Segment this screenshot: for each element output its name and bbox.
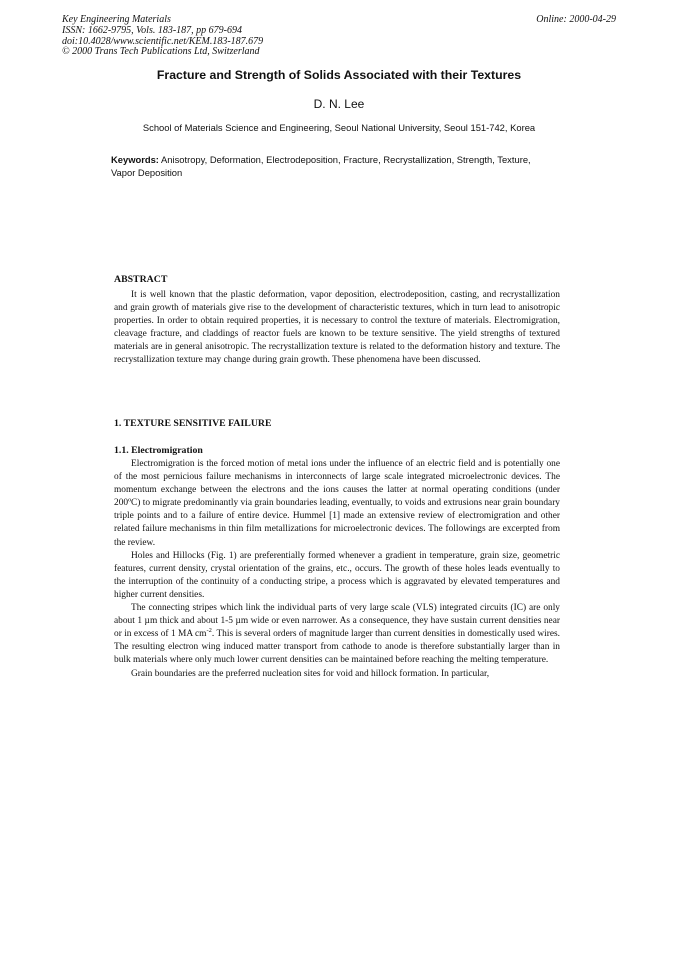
keywords-list: Anisotropy, Deformation, Electrodeposition, Fracture, Recrystallization, Strength, Texture, Vapor Deposition <box>111 154 531 179</box>
section-heading: 1. TEXTURE SENSITIVE FAILURE <box>114 418 272 429</box>
doi-line: doi:10.4028/www.scientific.net/KEM.183-187.679 <box>62 35 264 47</box>
issn-line: ISSN: 1662-9795, Vols. 183-187, pp 679-694 <box>62 24 242 36</box>
affiliation: School of Materials Science and Engineering, Seoul National University, Seoul 151-742, Korea <box>142 122 536 133</box>
paragraph: The connecting stripes which link the individual parts of very large scale (VLS) integrated circuits (IC) are only about 1 µm thick and about 1-5 µm wide or even narrower. As a consequence, they have sustain current densities near or in excess of 1 MA $cm^{-2}$. This is several orders of magnitude larger than current densities in domestically used wires. The resulting electron wing induced matter transport from cathode to anode is therefore substantially larger than in bulk materials where only much lower current densities can be maintained before reaching the melting temperature. <box>114 603 560 666</box>
paragraph: Electromigration is the forced motion of metal ions under the influence of an electric field and is potentially one of the most pernicious failure mechanisms in interconnects of large scale integrated microelectronic devices. The momentum exchange between the electrons and the ions causes the latter at normal operating conditions (under 200ºC) to migrate predominantly via grain boundaries leading, eventually, to voids and extrusions near grain boundary triple points and to a failure of entire device. Hummel [1] made an extensive review of electromigration and other related failure mechanisms in thin film metallizations for microelectronic devices. The followings are excerpted from the review. <box>114 459 560 548</box>
journal-name: Key Engineering Materials <box>62 14 171 25</box>
section-body <box>114 458 560 681</box>
abstract-heading: ABSTRACT <box>114 274 168 285</box>
keywords <box>111 153 551 179</box>
superscript: -2 <box>206 627 212 635</box>
copyright-line: © 2000 Trans Tech Publications Ltd, Switzerland <box>62 46 260 58</box>
abstract-text: It is well known that the plastic deformation, vapor deposition, electrodeposition, casting, and recrystallization and grain growth of materials give rise to the development of characteristic textures, which in turn lead to anisotropic properties. In order to obtain required properties, it is necessary to control the texture of materials. Electromigration, cleavage fracture, and claddings of reactor fuels are known to be texture sensitive. The yield strengths of textured materials are in general anisotropic. The recrystallization texture is related to the deformation history and texture. The recrystallization texture may change during grain growth. These phenomena have been discussed. <box>114 290 560 366</box>
abstract-body <box>114 289 560 368</box>
paragraph: Grain boundaries are the preferred nucleation sites for void and hillock formation. In particular, <box>131 668 490 679</box>
paragraph: Holes and Hillocks (Fig. 1) are preferentially formed whenever a gradient in temperature, grain size, geometric features, current density, crystal orientation of the grains, etc., occurs. The growth of these holes leads eventually to the interruption of the continuity of a conducting stripe, a process which is aggravated by elevated temperatures and higher current densities. <box>114 550 560 600</box>
subsection-heading: 1.1. Electromigration <box>114 445 203 456</box>
online-date: Online: 2000-04-29 <box>536 14 616 25</box>
author: D. N. Lee <box>313 97 365 111</box>
keywords-label: Keywords: <box>111 154 159 165</box>
citation-block <box>62 15 263 58</box>
paper-title: Fracture and Strength of Solids Associated with their Textures <box>156 68 522 82</box>
